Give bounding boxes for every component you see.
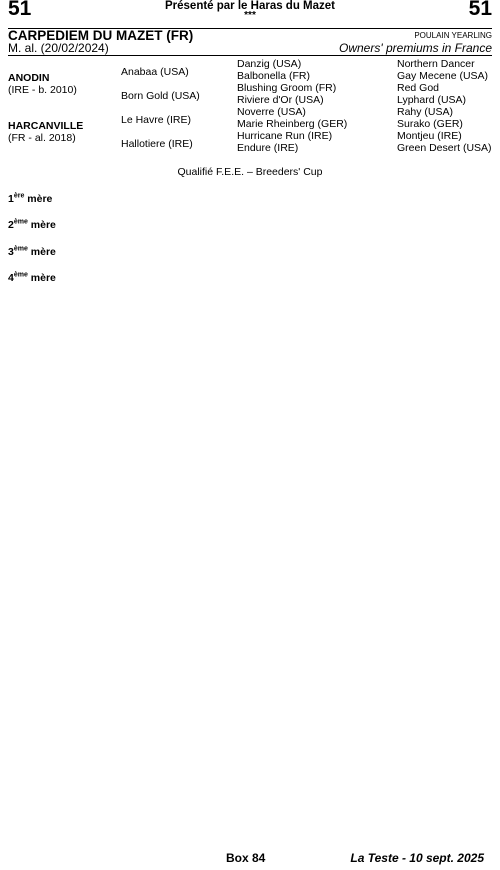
pedigree-gen3: Blushing Groom (FR) xyxy=(237,82,337,94)
pedigree-gen2: Le Havre (IRE) xyxy=(121,114,192,126)
catalogue-page xyxy=(8,0,492,865)
section-title: 4ème mère xyxy=(8,271,56,285)
lot-number-right: 51 xyxy=(468,0,492,20)
pedigree-table xyxy=(8,58,492,164)
pedigree-gen4: Surako (GER) xyxy=(397,118,463,130)
pedigree-gen3: Danzig (USA) xyxy=(237,58,302,70)
horse-name-bar xyxy=(8,28,492,56)
pedigree-gen3: Balbonella (FR) xyxy=(237,70,310,82)
horse-type: POULAIN YEARLING xyxy=(414,31,492,40)
section-second-dam xyxy=(8,219,492,232)
pedigree-gen4: Lyphard (USA) xyxy=(397,94,467,106)
section-first-dam xyxy=(8,193,492,206)
owners-premium: Owners' premiums in France xyxy=(339,41,492,55)
pedigree-gen3: Marie Rheinberg (GER) xyxy=(237,118,348,130)
pedigree-gen2: Anabaa (USA) xyxy=(121,66,189,78)
pedigree-gen4: Northern Dancer xyxy=(397,58,475,70)
pedigree-gen2: Hallotiere (IRE) xyxy=(121,138,193,150)
sire-name: ANODIN xyxy=(8,72,50,84)
pedigree-gen4: Rahy (USA) xyxy=(397,106,454,118)
section-title: 1ère mère xyxy=(8,192,53,205)
sale-location-date: La Teste - 10 sept. 2025 xyxy=(350,851,484,865)
section-fourth-dam xyxy=(8,272,492,285)
stars: *** xyxy=(244,10,256,21)
box-number: Box 84 xyxy=(226,851,266,865)
dam-info: (FR - al. 2018) xyxy=(8,132,76,144)
lot-number-left: 51 xyxy=(8,0,32,20)
presented-by: Présenté par le Haras du Mazet xyxy=(164,0,335,12)
horse-name: CARPEDIEM DU MAZET (FR) xyxy=(8,28,194,43)
horse-info: M. al. (20/02/2024) xyxy=(8,41,109,55)
section-third-dam xyxy=(8,246,492,259)
pedigree-gen4: Gay Mecene (USA) xyxy=(397,70,489,82)
sire-info: (IRE - b. 2010) xyxy=(8,84,77,96)
pedigree-gen4: Red God xyxy=(397,82,440,94)
pedigree-gen3: Noverre (USA) xyxy=(237,106,306,118)
dam-name: HARCANVILLE xyxy=(8,120,84,132)
pedigree-gen4: Montjeu (IRE) xyxy=(397,130,462,142)
section-title: 2ème mère xyxy=(8,218,56,232)
pedigree-gen3: Riviere d'Or (USA) xyxy=(237,94,324,106)
section-title: 3ème mère xyxy=(8,245,56,258)
pedigree-gen3: Hurricane Run (IRE) xyxy=(237,130,333,142)
qualification: Qualifié F.E.E. – Breeders' Cup xyxy=(177,166,323,178)
pedigree-gen2: Born Gold (USA) xyxy=(121,90,200,102)
pedigree-gen3: Endure (IRE) xyxy=(237,142,299,154)
pedigree-gen4: Green Desert (USA) xyxy=(397,142,492,154)
